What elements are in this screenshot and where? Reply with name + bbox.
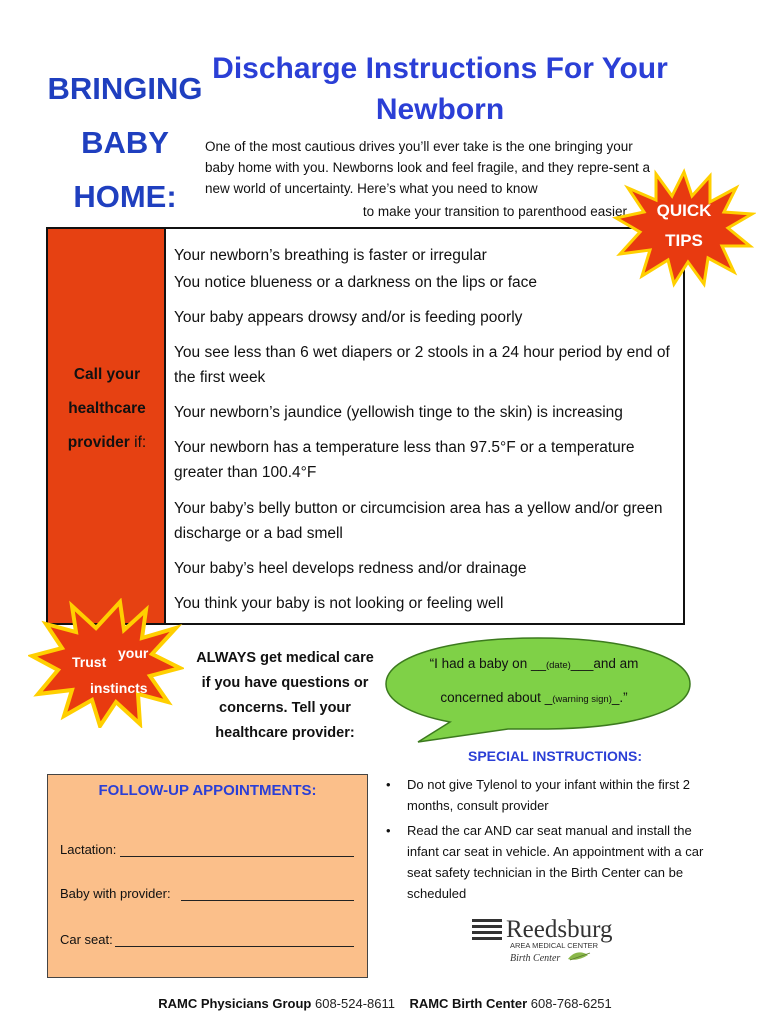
always-line: ALWAYS get medical care [196, 650, 374, 666]
logo-mark-icon [472, 919, 502, 940]
special-item-text: Do not give Tylenol to your infant within the first 2 months, consult provider [407, 777, 691, 813]
logo-birth-center: Birth Center [510, 953, 561, 964]
checklist-item [174, 400, 679, 425]
intro-last-line: to make your transition to parenthood easier. [362, 204, 630, 219]
bubble-text-part: _.” [611, 690, 628, 705]
checklist-item-text: Your baby’s heel develops redness and/or drainage [174, 560, 527, 577]
checklist-item [174, 340, 679, 390]
call-line-2: healthcare [68, 400, 146, 417]
intro-paragraph [205, 136, 675, 199]
checklist-item-text: Your baby’s belly button or circumcision area has a yellow and/or green discharge or a bad smell [174, 500, 663, 542]
title-line-2: Newborn [375, 93, 505, 126]
checklist-item-text: You notice blueness or a darkness on the lips or face [174, 274, 538, 291]
follow-up-box [47, 774, 368, 978]
checklist-item-text: You see less than 6 wet diapers or 2 stools in a 24 hour period by end of the first week [174, 344, 670, 386]
checklist-item-text: Your newborn’s breathing is faster or irregular [174, 247, 487, 264]
follow-up-car-seat-label: Car seat: [60, 932, 113, 947]
call-line-3 [48, 426, 166, 460]
always-get-care-text [190, 646, 380, 746]
bubble-text-part: ___and am [570, 656, 639, 671]
checklist-item [174, 496, 679, 546]
car-seat-field[interactable] [115, 932, 354, 947]
reedsburg-logo [470, 911, 635, 967]
always-line: concerns. Tell your [219, 700, 351, 716]
heading-line-1: BRINGING [47, 71, 203, 106]
checklist-item [174, 305, 679, 330]
checklist-item-text: Your newborn’s jaundice (yellowish tinge to the skin) is increasing [174, 404, 623, 421]
always-line: if you have questions or [201, 675, 369, 691]
quick-tips-label [612, 196, 756, 256]
checklist-item-text: Your newborn has a temperature less than 97.5°F or a temperature greater than 100.4°F [174, 439, 635, 481]
checklist-item [174, 243, 679, 268]
checklist-item [174, 591, 679, 616]
bubble-line-2 [400, 682, 668, 716]
speech-bubble-text [400, 648, 668, 716]
group-phone[interactable]: 608-524-8611 [314, 996, 395, 1011]
lactation-field[interactable] [120, 842, 354, 857]
follow-up-title: FOLLOW-UP APPOINTMENTS: [98, 782, 317, 799]
date-placeholder: (date) [545, 660, 571, 671]
special-instructions-title: SPECIAL INSTRUCTIONS: [468, 748, 642, 764]
bullet-icon: • [386, 823, 391, 838]
title-line-1: Discharge Instructions For Your [212, 52, 668, 85]
your-word: your [118, 645, 149, 661]
checklist-item-text: You think your baby is not looking or feeling well [174, 595, 504, 612]
instincts-word: instincts [90, 680, 148, 696]
baby-with-provider-field[interactable] [181, 886, 354, 901]
checklist-item [174, 556, 679, 581]
quick-tips-line-1: QUICK [656, 201, 712, 220]
trust-word: Trust [72, 654, 107, 670]
birth-center-label: RAMC Birth Center [409, 996, 528, 1011]
quick-tips-line-2: TIPS [665, 231, 703, 250]
warning-sign-placeholder: (warning sign) [552, 694, 612, 705]
logo-name: Reedsburg [506, 916, 613, 943]
bringing-baby-home-heading [40, 62, 210, 224]
call-provider-label [48, 358, 166, 460]
bubble-text-part: “I had a baby on __ [429, 656, 546, 671]
checklist-item [174, 435, 679, 485]
heading-line-2: BABY [81, 125, 169, 160]
bubble-line-1 [400, 648, 668, 682]
logo-subtitle: AREA MEDICAL CENTER [510, 941, 599, 950]
follow-up-lactation-label: Lactation: [60, 842, 117, 857]
call-line-3-rest: if: [129, 434, 147, 451]
intro-line: One of the most cautious drives you’ll ever take is the one bringing your [205, 139, 633, 154]
follow-up-baby-provider-label: Baby with provider: [60, 886, 171, 901]
special-item-text: Read the car AND car seat manual and install the infant car seat in vehicle. An appointment with a car seat safety technician in the Birth Center can be scheduled [407, 823, 704, 901]
checklist-item [174, 270, 679, 295]
bubble-text-part: concerned about _ [440, 690, 553, 705]
footer-contacts [0, 996, 770, 1011]
intro-line: new world of uncertainty. Here’s what you need to know [205, 181, 538, 196]
heading-line-3: HOME: [73, 179, 177, 214]
call-line-1: Call your [73, 366, 141, 383]
leaf-icon [568, 952, 590, 960]
intro-line: baby home with you. Newborns look and feel fragile, and they repre-sent a [205, 160, 651, 175]
group-label: RAMC Physicians Group [158, 996, 312, 1011]
call-line-3-bold: provider [67, 434, 130, 451]
checklist-item-text: Your baby appears drowsy and/or is feeding poorly [174, 309, 523, 326]
always-line: healthcare provider: [215, 725, 355, 741]
page-title [205, 48, 675, 130]
bullet-icon: • [386, 777, 391, 792]
birth-center-phone[interactable]: 608-768-6251 [530, 996, 612, 1011]
